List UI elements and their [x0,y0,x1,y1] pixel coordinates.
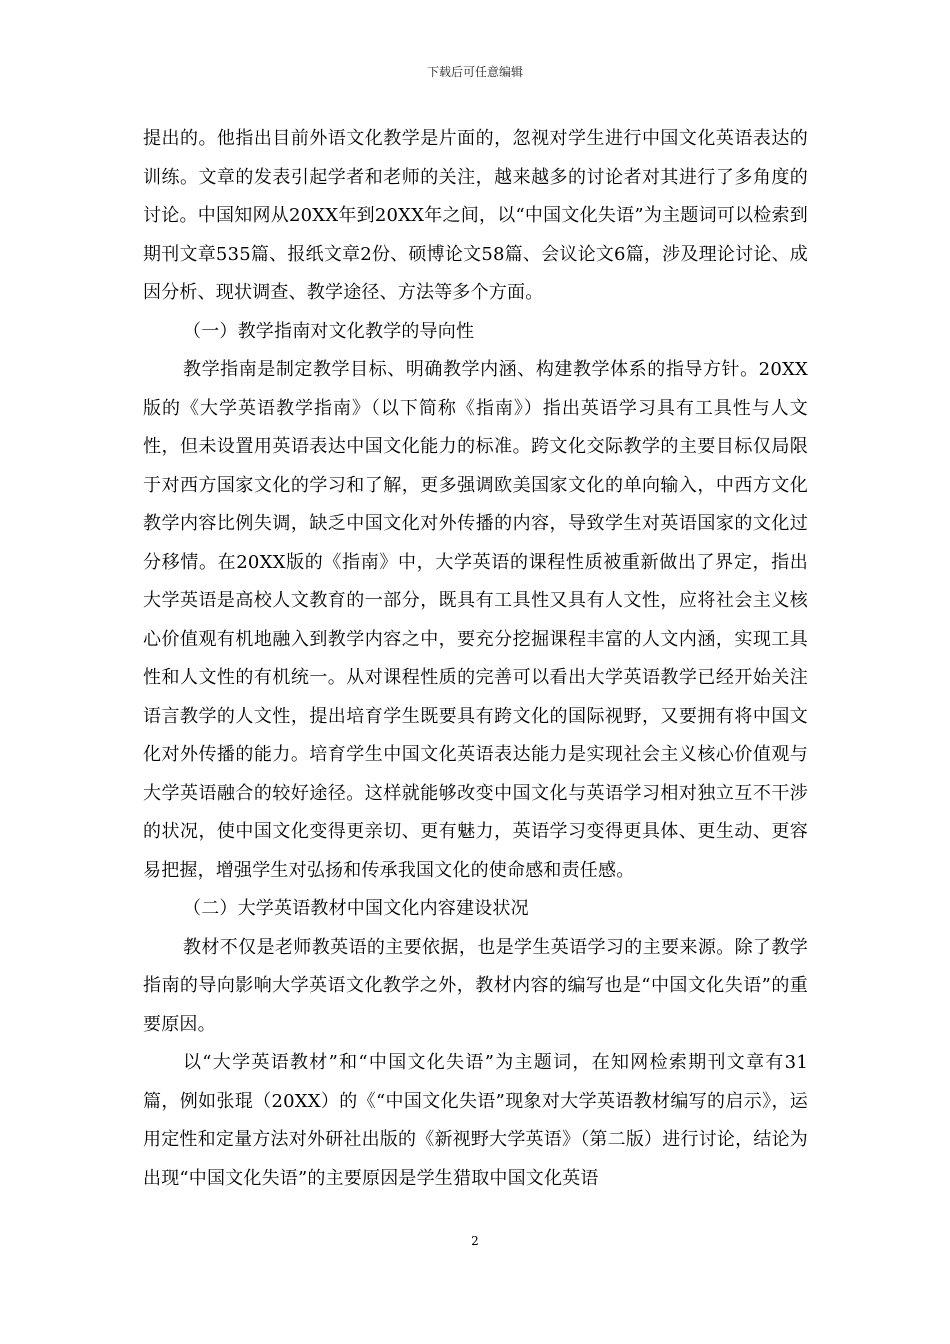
page-header: 下载后可任意编辑 [426,65,523,79]
document-body [143,120,808,1198]
paragraph-textbooks: 教材不仅是老师教英语的主要依据，也是学生英语学习的主要来源。除了教学指南的导向影响大学英语文化教学之外，教材内容的编写也是“中国文化失语”的重要原因。 [143,936,808,1035]
page-number: 2 [471,1234,479,1248]
section-heading-2: （二）大学英语教材中国文化内容建设状况 [183,898,529,919]
paragraph-teaching-guide: 教学指南是制定教学目标、明确教学内涵、构建教学体系的指导方针。20XX版的《大学英语教学指南》（以下简称《指南》）指出英语学习具有工具性与人文性，但未设置用英语表达中国文化能力的标准。跨文化交际教学的主要目标仅局限于对西方国家文化的学习和了解，更多强调欧美国家文化的单向输入，中西方文化教学内容比例失调，缺乏中国文化对外传播的内容，导致学生对英语国家的文化过分移情。在20XX版的《指南》中，大学英语的课程性质被重新做出了界定，指出大学英语是高校人文教育的一部分，既具有工具性又具有人文性，应将社会主义核心价值观有机地融入到教学内容之中，要充分挖掘课程丰富的人文内涵，实现工具性和人文性的有机统一。从对课程性质的完善可以看出大学英语教学已经开始关注语言教学的人文性，提出培育学生既要具有跨文化的国际视野，又要拥有将中国文化对外传播的能力。培育学生中国文化英语表达能力是实现社会主义核心价值观与大学英语融合的较好途径。这样就能够改变中国文化与英语学习相对独立互不干涉的状况，使中国文化变得更亲切、更有魅力，英语学习变得更具体、更生动、更容易把握，增强学生对弘扬和传承我国文化的使命感和责任感。 [143,359,808,881]
section-heading-1: （一）教学指南对文化教学的导向性 [183,320,475,342]
paragraph-research: 以“大学英语教材”和“中国文化失语”为主题词，在知网检索期刊文章有31篇，例如张琨（20XX）的《“中国文化失语”现象对大学英语教材编写的启示》，运用定性和定量方法对外研社出版的《新视野大学英语》（第二版）进行讨论，结论为出现“中国文化失语”的主要原因是学生猎取中国文化英语 [143,1052,808,1189]
paragraph-continuation: 提出的。他指出目前外语文化教学是片面的，忽视对学生进行中国文化英语表达的训练。文章的发表引起学者和老师的关注，越来越多的讨论者对其进行了多角度的讨论。中国知网从20XX年到20XX年之间，以“中国文化失语”为主题词可以检索到期刊文章535篇、报纸文章2份、硕博论文58篇、会议论文6篇，涉及理论讨论、成因分析、现状调查、教学途径、方法等多个方面。 [143,128,808,303]
